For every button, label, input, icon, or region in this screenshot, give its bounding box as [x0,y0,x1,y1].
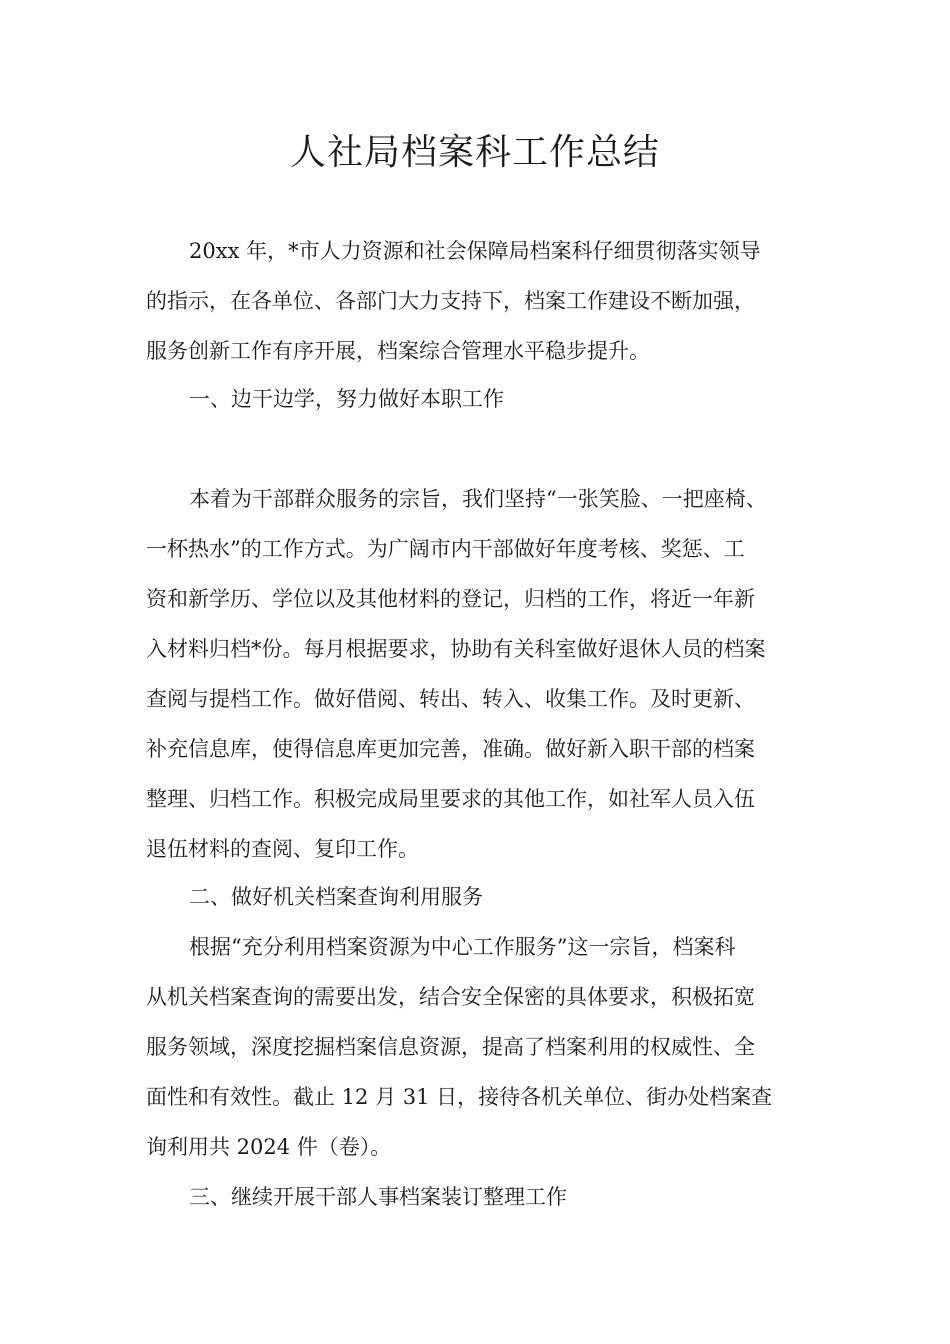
section-heading: 一、边干边学，努力做好本职工作 [189,387,504,411]
paragraph-line: 退伍材料的查阅、复印工作。 [146,837,419,861]
paragraph-line: 查阅与提档工作。做好借阅、转出、转入、收集工作。及时更新、 [146,687,755,711]
paragraph-line: 服务领域，深度挖掘档案信息资源，提高了档案利用的权威性、全 [146,1035,755,1059]
paragraph-line: 根据“充分利用档案资源为中心工作服务”这一宗旨，档案科 [189,935,736,959]
paragraph-line: 一杯热水”的工作方式。为广阔市内干部做好年度考核、奖惩、工 [146,537,745,561]
page-title: 人社局档案科工作总结 [289,132,660,173]
section-heading: 三、继续开展干部人事档案装订整理工作 [189,1185,567,1209]
paragraph-line: 面性和有效性。截止 12 月 31 日，接待各机关单位、街办处档案查 [146,1085,773,1109]
paragraph-line: 补充信息库，使得信息库更加完善，准确。做好新入职干部的档案 [146,737,755,761]
paragraph-line: 本着为干部群众服务的宗旨，我们坚持“一张笑脸、一把座椅、 [189,487,767,511]
paragraph-line: 询利用共 2024 件（卷）。 [146,1135,392,1159]
paragraph-line: 从机关档案查询的需要出发，结合安全保密的具体要求，积极拓宽 [146,985,755,1009]
section-heading: 二、做好机关档案查询利用服务 [189,885,483,909]
paragraph-line: 20xx 年，*市人力资源和社会保障局档案科仔细贯彻落实领导 [189,239,761,263]
paragraph-line: 的指示，在各单位、各部门大力支持下，档案工作建设不断加强， [146,289,755,313]
paragraph-line: 服务创新工作有序开展，档案综合管理水平稳步提升。 [146,339,650,363]
paragraph-line: 入材料归档*份。每月根据要求，协助有关科室做好退休人员的档案 [146,637,766,661]
paragraph-line: 整理、归档工作。积极完成局里要求的其他工作，如社军人员入伍 [146,787,755,811]
paragraph-line: 资和新学历、学位以及其他材料的登记，归档的工作，将近一年新 [146,587,755,611]
